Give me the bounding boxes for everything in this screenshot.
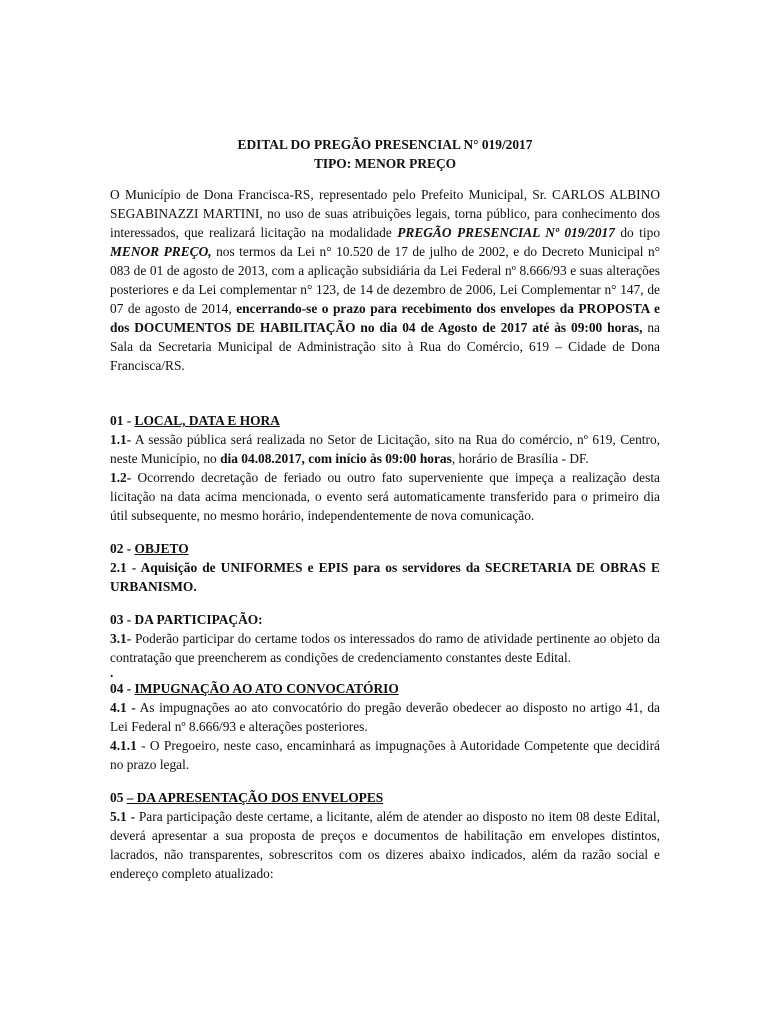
item-2-1: 2.1 - Aquisição de UNIFORMES e EPIS para os servidores da SECRETARIA DE OBRAS E URBANISMO. <box>110 560 660 594</box>
intro-type: MENOR PREÇO, <box>110 244 212 259</box>
section-01-heading <box>110 411 660 430</box>
item-4-1-1 <box>110 736 660 774</box>
section-04-number: 04 - <box>110 681 135 696</box>
section-04 <box>110 679 660 774</box>
item-5-1-text: Para participação deste certame, a licitante, além de atender ao disposto no item 08 deste Edital, deverá apresentar a sua proposta de preços e documentos de habilitação em envelopes distintos, lacrados, não transparentes, sobrescritos com os dizeres abaixo indicados, além da razão social e endereço completo atualizado: <box>110 809 660 881</box>
item-4-1-number: 4.1 - <box>110 700 136 715</box>
section-01 <box>110 411 660 525</box>
intro-paragraph <box>110 185 660 375</box>
item-3-1 <box>110 629 660 667</box>
item-1-2 <box>110 468 660 525</box>
item-1-1-number: 1.1- <box>110 432 132 447</box>
intro-text-3: nos termos da Lei n° 10.520 de 17 de julho de 2002, e do Decreto Municipal n° 083 de 01 de agosto de 2013, com a aplicação subsidiária da Lei Federal nº 8.666/93 e suas alterações posteriores e da Lei complementar n° 123, de 14 de dezembro de 2006, Lei Complementar n° 147, de 07 de agosto de 2014, <box>110 244 661 316</box>
document-title <box>110 135 660 173</box>
item-3-1-text: Poderão participar do certame todos os interessados do ramo de atividade pertinente ao objeto da contratação que preencherem as condições de credenciamento constantes deste Edital. <box>110 631 660 665</box>
section-05-number: 05 <box>110 790 127 805</box>
intro-text-1: O Município de Dona Francisca-RS, representado pelo Prefeito Municipal, Sr. CARLOS ALBINO SEGABINAZZI MARTINI, no uso de suas atribuições legais, torna público, para conhecimento dos interessados, que realizará licitação na modalidade <box>110 187 660 240</box>
section-01-number: 01 - <box>110 413 135 428</box>
title-line-2: TIPO: MENOR PREÇO <box>313 156 457 171</box>
document-body <box>110 135 660 883</box>
item-3-1-number: 3.1- <box>110 631 132 646</box>
item-5-1-number: 5.1 - <box>110 809 136 824</box>
item-4-1-text: As impugnações ao ato convocatório do pregão deverão obedecer ao disposto no artigo 41, da Lei Federal nº 8.666/93 e alterações posteriores. <box>110 700 660 734</box>
section-05 <box>110 788 660 883</box>
section-05-title: – DA APRESENTAÇÃO DOS ENVELOPES <box>126 790 384 805</box>
section-04-heading <box>110 679 660 698</box>
section-03-heading: 03 - DA PARTICIPAÇÃO: <box>110 612 263 627</box>
item-4-1 <box>110 698 660 736</box>
intro-deadline: encerrando-se o prazo para recebimento dos envelopes da PROPOSTA e dos DOCUMENTOS DE HABILITAÇÃO no dia 04 de Agosto de 2017 até às 09:00 horas, <box>110 301 660 335</box>
section-05-heading <box>110 788 660 807</box>
section-04-title: IMPUGNAÇÃO AO ATO CONVOCATÓRIO <box>134 681 399 696</box>
intro-text-2: do tipo <box>614 225 661 240</box>
item-1-1-date: dia 04.08.2017, com início às 09:00 horas <box>220 451 452 466</box>
item-1-1-text-c: , horário de Brasília - DF. <box>451 451 589 466</box>
item-4-1-1-number: 4.1.1 <box>110 738 137 753</box>
section-03 <box>110 610 660 679</box>
stray-period: . <box>110 665 114 680</box>
item-1-1 <box>110 430 660 468</box>
item-5-1 <box>110 807 660 883</box>
item-1-2-number: 1.2- <box>110 470 132 485</box>
item-1-2-text: Ocorrendo decretação de feriado ou outro fato superveniente que impeça a realização desta licitação na data acima mencionada, o evento será automaticamente transferido para o primeiro dia útil subsequente, no mesmo horário, independentemente de nova comunicação. <box>110 470 660 523</box>
intro-text-4: na Sala da Secretaria Municipal de Administração sito à Rua do Comércio, 619 – Cidade de Dona Francisca/RS. <box>110 320 660 373</box>
intro-modality: PREGÃO PRESENCIAL Nº 019/2017 <box>397 225 615 240</box>
title-line-1: EDITAL DO PREGÃO PRESENCIAL N° 019/2017 <box>237 137 533 152</box>
section-02-title: OBJETO <box>134 541 189 556</box>
section-02 <box>110 539 660 596</box>
section-01-title: LOCAL, DATA E HORA <box>134 413 280 428</box>
item-4-1-1-text: - O Pregoeiro, neste caso, encaminhará as impugnações à Autoridade Competente que decidirá no prazo legal. <box>110 738 660 772</box>
section-02-number: 02 - <box>110 541 135 556</box>
section-02-heading <box>110 539 660 558</box>
item-1-1-text-a: A sessão pública será realizada no Setor de Licitação, sito na Rua do comércio, nº 619, Centro, neste Município, no <box>110 432 660 466</box>
